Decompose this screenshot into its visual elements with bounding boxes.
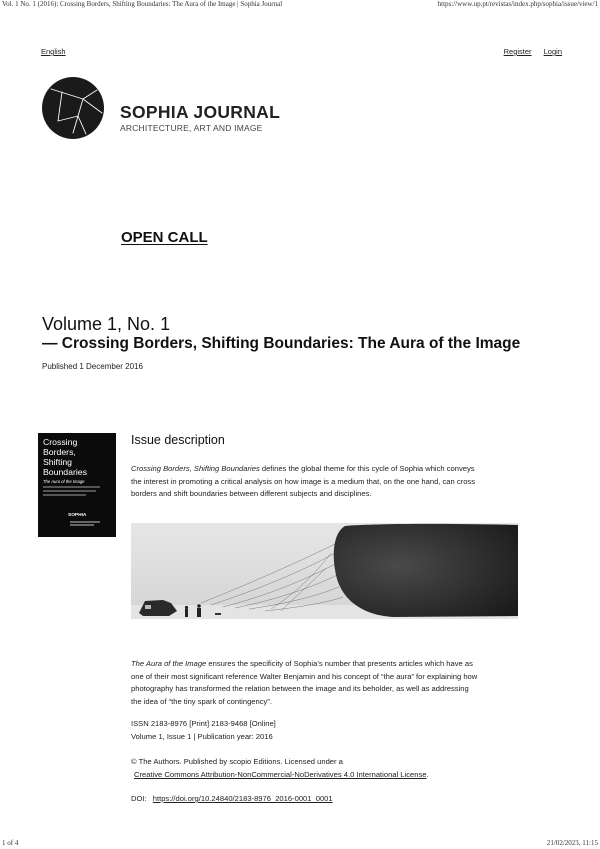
language-switcher: [41, 47, 66, 56]
cover-footer-lines: [70, 521, 110, 526]
print-datetime: 21/02/2023, 11:15: [546, 839, 598, 847]
page-count: 1 of 4: [2, 839, 19, 847]
issue-title: — Crossing Borders, Shifting Boundaries: The Aura of the Image: [42, 335, 521, 352]
logo-title: SOPHIA JOURNAL: [120, 102, 281, 122]
cover-subtitle: The Aura of the Image: [43, 479, 85, 484]
register-link[interactable]: Register: [503, 47, 532, 56]
issue-volume: Volume 1, No. 1: [42, 314, 171, 334]
volume-info: Volume 1, Issue 1 | Publication year: 2016: [131, 731, 273, 741]
description-paragraph-1: Crossing Borders, Shifting Boundaries defines the global theme for this cycle of Sophia which conveys the interest in promoting a critical analysis on how image is a medium that, on the one hand, can cross borders and shift boundaries between different subjects and disciplines.: [131, 464, 476, 499]
issue-subtitle: The Aura of the Image: [131, 659, 207, 668]
open-call-link[interactable]: OPEN CALL: [121, 229, 208, 246]
issue-photograph: [131, 523, 518, 619]
description-paragraph-2: The Aura of the Image ensures the specificity of Sophia’s number that presents articles which have as one of their most significant reference Walter Benjamin and his concept of “the aura” for explaining how photography has transformed the relation between the image and its beholder, as well as addressing the idea of “the tiny spark of contingency”.: [131, 659, 478, 706]
doi-block: [131, 793, 333, 806]
user-nav: [494, 47, 562, 56]
logo-subtitle: ARCHITECTURE, ART AND IMAGE: [120, 123, 263, 133]
language-link[interactable]: English: [41, 47, 66, 56]
print-header: [0, 0, 600, 10]
login-link[interactable]: Login: [543, 47, 562, 56]
doi-label: DOI:: [131, 794, 147, 803]
cover-brand: SOPHIA: [68, 513, 87, 518]
issn-block: [131, 718, 276, 743]
journal-logo-icon[interactable]: [42, 77, 104, 139]
copyright-text: © The Authors. Published by scopio Editions. Licensed under a: [131, 757, 343, 766]
published-date: Published 1 December 2016: [42, 362, 143, 371]
license-link[interactable]: Creative Commons Attribution-NonCommercial-NoDerivatives 4.0 International License: [134, 769, 427, 779]
print-footer: [0, 839, 600, 849]
issue-cover-image[interactable]: [38, 433, 116, 537]
cover-title: Crossing Borders, Shifting Boundaries: [43, 437, 87, 477]
cover-text-block: [43, 486, 105, 498]
issue-description-heading: Issue description: [131, 433, 225, 447]
license-block: © The Authors. Published by scopio Editions. Licensed under a Creative Commons Attribution-NonCommercial-NoDerivatives 4.0 International License.: [131, 757, 429, 779]
issn: ISSN 2183-8976 [Print] 2183-9468 [Online]: [131, 719, 276, 728]
print-url: https://www.up.pt/revistas/index.php/sophia/issue/view/1: [437, 0, 598, 8]
doi-link[interactable]: https://doi.org/10.24840/2183-8976_2016-0001_0001: [152, 794, 333, 803]
print-page-title: Vol. 1 No. 1 (2016): Crossing Borders, Shifting Boundaries: The Aura of the Image | Sophia Journal: [2, 0, 283, 8]
theme-title: Crossing Borders, Shifting Boundaries: [131, 464, 260, 473]
